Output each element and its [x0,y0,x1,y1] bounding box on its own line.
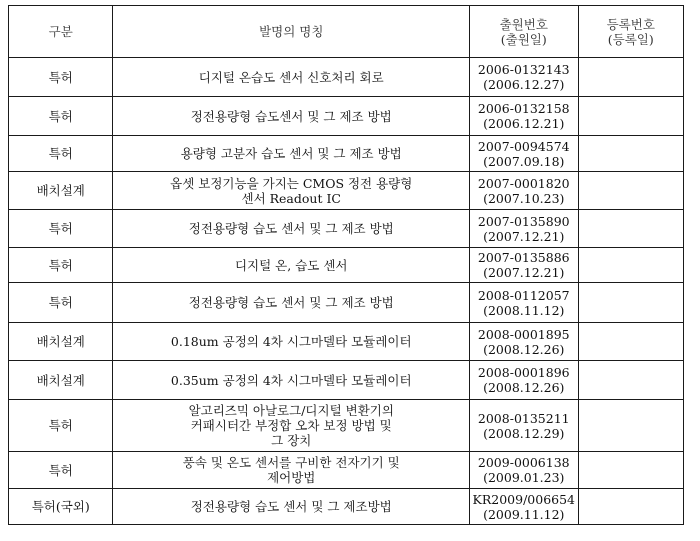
cell-title [113,323,470,361]
table-row [9,210,684,248]
title-line: 정전용량형 습도센서 및 그 제조 방법 [190,108,392,124]
application-number: 2008-0112057 [477,287,570,303]
header-registration [578,6,684,58]
cell-registration [578,210,684,248]
cell-title [113,452,470,489]
application-number: 2006-0132143 [477,62,570,77]
application-number: KR2009/006654 [472,491,576,507]
cell-application [470,58,578,97]
application-number: 2009-0006138 [477,455,570,470]
table-row [9,452,684,489]
header-category: 구분 [9,6,113,58]
header-application-no: 출원번호 [499,16,548,32]
table-row [9,283,684,323]
header-registration-no: 등록번호 [606,16,655,32]
title-line: 디지털 온, 습도 센서 [234,257,348,273]
table-row [9,248,684,283]
header-application [470,6,578,58]
title-line: 커패시터간 부정합 오차 보정 방법 및 [190,418,392,433]
table-header-row [9,6,684,58]
cell-title [113,97,470,136]
cell-category: 특허 [9,210,113,248]
title-line: 센서 Readout IC [241,190,341,206]
cell-registration [578,172,684,210]
header-title: 발명의 명칭 [113,6,470,58]
table-row [9,172,684,210]
cell-title [113,210,470,248]
header-registration-date: (등록일) [607,31,654,47]
cell-title [113,136,470,172]
application-number: 2007-0135886 [477,250,570,265]
cell-application [470,400,578,452]
cell-category: 배치설계 [9,361,113,400]
title-line: 정전용량형 습도 센서 및 그 제조 방법 [188,295,394,310]
application-date: (2008.12.29) [483,425,565,441]
cell-application [470,136,578,172]
cell-application [470,97,578,136]
table-row [9,58,684,97]
title-line: 풍속 및 온도 센서를 구비한 전자기기 및 [182,455,400,470]
cell-title [113,489,470,525]
cell-registration [578,323,684,361]
application-number: 2008-0001896 [477,365,570,380]
cell-title [113,248,470,283]
cell-title [113,58,470,97]
table-row [9,361,684,400]
application-date: (2006.12.21) [483,116,565,131]
application-date: (2009.11.12) [483,506,565,522]
cell-application [470,361,578,400]
application-number: 2008-0135211 [477,410,570,426]
application-date: (2008.12.26) [483,341,565,357]
cell-registration [578,361,684,400]
table-row [9,489,684,525]
application-number: 2007-0135890 [477,213,570,229]
title-line: 용량형 고분자 습도 센서 및 그 제조 방법 [180,146,402,161]
cell-registration [578,400,684,452]
cell-category: 특허 [9,58,113,97]
application-number: 2006-0132158 [477,101,570,116]
table-row [9,97,684,136]
title-line: 0.35um 공정의 4차 시그마델타 모듈레이터 [170,372,412,388]
cell-application [470,248,578,283]
header-application-date: (출원일) [500,31,547,47]
application-date: (2007.09.18) [483,153,565,169]
cell-title [113,283,470,323]
cell-registration [578,283,684,323]
title-line: 알고리즈믹 아날로그/디지털 변환기의 [188,403,394,418]
application-date: (2006.12.27) [483,77,565,92]
cell-title [113,400,470,452]
cell-application [470,489,578,525]
application-number: 2007-0001820 [477,175,570,191]
application-date: (2007.12.21) [483,265,565,280]
cell-application [470,283,578,323]
patent-table-container [8,5,684,525]
cell-registration [578,452,684,489]
patent-list-table [8,5,684,525]
title-line: 0.18um 공정의 4차 시그마델타 모듈레이터 [170,334,412,349]
cell-category: 배치설계 [9,323,113,361]
application-date: (2009.01.23) [483,470,565,485]
application-date: (2008.12.26) [483,380,565,395]
title-line: 디지털 온습도 센서 신호처리 회로 [198,69,384,85]
cell-application [470,452,578,489]
table-row [9,400,684,452]
cell-category: 특허 [9,283,113,323]
cell-registration [578,136,684,172]
application-number: 2008-0001895 [477,326,570,342]
table-row [9,323,684,361]
cell-registration [578,97,684,136]
cell-category: 특허(국외) [9,489,113,525]
cell-registration [578,489,684,525]
title-line: 정전용량형 습도 센서 및 그 제조 방법 [188,221,394,236]
table-row [9,136,684,172]
application-date: (2007.10.23) [483,190,565,206]
cell-registration [578,58,684,97]
application-date: (2007.12.21) [483,228,565,244]
cell-title [113,361,470,400]
title-line: 옵셋 보정기능을 가지는 CMOS 정전 용량형 [170,175,413,191]
title-line: 제어방법 [267,470,316,485]
cell-category: 특허 [9,400,113,452]
cell-category: 배치설계 [9,172,113,210]
cell-category: 특허 [9,136,113,172]
application-date: (2008.11.12) [483,302,565,318]
table-body [9,58,684,525]
cell-application [470,210,578,248]
cell-category: 특허 [9,97,113,136]
cell-category: 특허 [9,248,113,283]
cell-registration [578,248,684,283]
cell-application [470,323,578,361]
title-line: 정전용량형 습도 센서 및 그 제조방법 [190,499,392,514]
cell-category: 특허 [9,452,113,489]
cell-title [113,172,470,210]
title-line: 그 장치 [271,433,312,448]
cell-application [470,172,578,210]
application-number: 2007-0094574 [477,138,570,154]
